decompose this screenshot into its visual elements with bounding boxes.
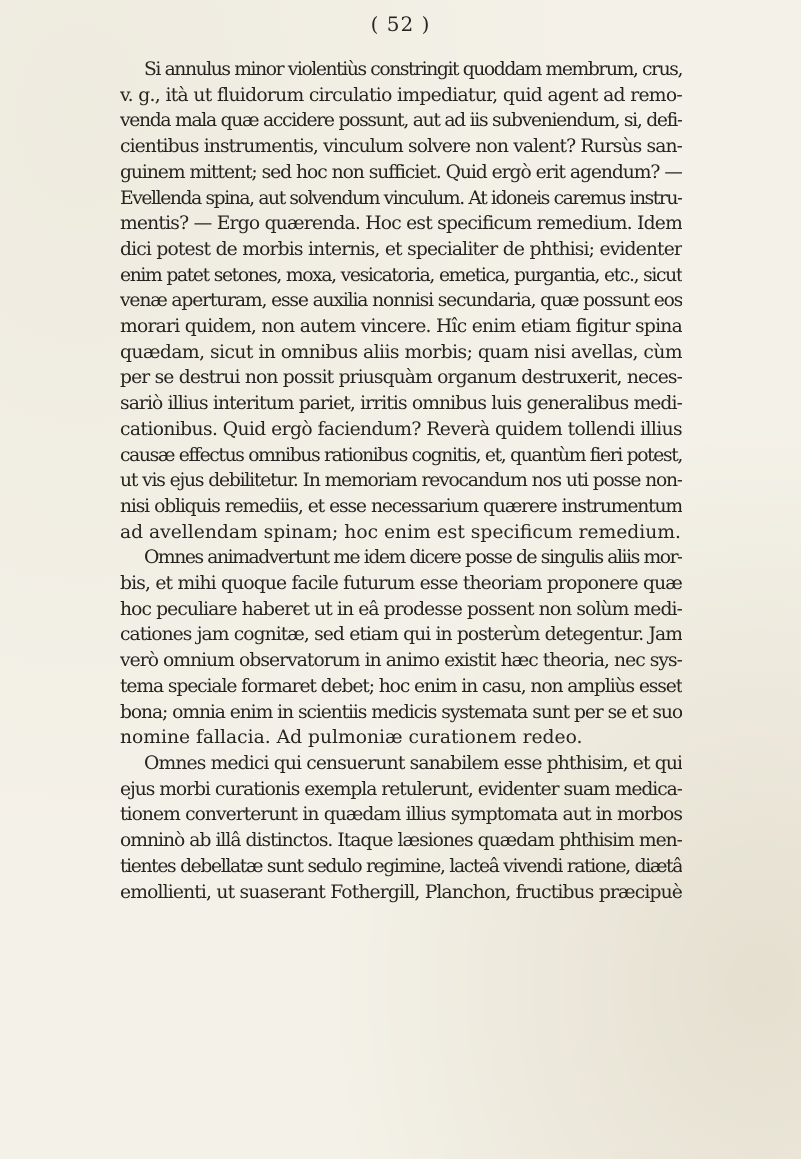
text-line: cationes jam cognitæ, sed etiam qui in posterùm detegentur. Jam [120, 624, 682, 646]
text-line: cationibus. Quid ergò faciendum? Reverà quidem tollendi illius [120, 418, 682, 440]
text-line: dici potest de morbis internis, et specialiter de phthisi; evidenter [120, 238, 682, 260]
page-number: ( 52 ) [370, 12, 431, 36]
text-line: tema speciale formaret debet; hoc enim in casu, non ampliùs esset [120, 675, 682, 697]
text-line: ejus morbi curationis exempla retulerunt, evidenter suam medica- [120, 778, 682, 800]
text-line: bona; omnia enim in scientiis medicis systemata sunt per se et suo [120, 701, 682, 723]
text-line: bis, et mihi quoque facile futurum esse theoriam proponere quæ [120, 573, 682, 595]
text-line: Omnes medici qui censuerunt sanabilem esse phthisim, et qui [144, 752, 682, 774]
text-line: nisi obliquis remediis, et esse necessarium quærere instrumentum [120, 495, 682, 517]
text-line: emollienti, ut suaserant Fothergill, Planchon, fructibus præcipuè [120, 881, 682, 903]
text-line: hoc peculiare haberet ut in eâ prodesse possent non solùm medi- [120, 598, 682, 620]
text-line: v. g., ità ut fluidorum circulatio impediatur, quid agent ad remo- [120, 84, 682, 106]
text-line: quædam, sicut in omnibus aliis morbis; quam nisi avellas, cùm [120, 341, 682, 363]
text-line: enim patet setones, moxa, vesicatoria, emetica, purgantia, etc., sicut [120, 264, 682, 286]
text-line: tionem converterunt in quædam illius symptomata aut in morbos [120, 804, 682, 826]
text-line: ut vis ejus debilitetur. In memoriam revocandum nos uti posse non- [120, 470, 682, 492]
body-text [120, 57, 682, 905]
text-line: cientibus instrumentis, vinculum solvere non valent? Rursùs san- [120, 136, 682, 158]
text-line: Evellenda spina, aut solvendum vinculum. At idoneis caremus instru- [120, 187, 682, 209]
text-line: venda mala quæ accidere possunt, aut ad iis subveniendum, si, defi- [120, 110, 682, 132]
text-line: guinem mittent; sed hoc non sufficiet. Quid ergò erit agendum? — [120, 161, 682, 183]
text-line: causæ effectus omnibus rationibus cognitis, et, quantùm fieri potest, [120, 444, 682, 466]
text-line: omninò ab illâ distinctos. Itaque læsiones quædam phthisim men- [120, 830, 682, 852]
text-line: ad avellendam spinam; hoc enim est specificum remedium. [120, 521, 681, 543]
text-line: sariò illius interitum pariet, irritis omnibus luis generalibus medi- [120, 393, 682, 415]
text-line: morari quidem, non autem vincere. Hîc enim etiam figitur spina [120, 316, 682, 338]
text-line: per se destrui non possit priusquàm organum destruxerit, neces- [120, 367, 682, 389]
text-line: venæ aperturam, esse auxilia nonnisi secundaria, quæ possunt eos [120, 290, 682, 312]
text-line: mentis? — Ergo quærenda. Hoc est specificum remedium. Idem [120, 213, 682, 235]
text-line: Si annulus minor violentiùs constringit quoddam membrum, crus, [144, 59, 682, 80]
text-line: Omnes animadvertunt me idem dicere posse de singulis aliis mor- [144, 547, 682, 569]
text-line: tientes debellatæ sunt sedulo regimine, lacteâ vivendi ratione, diætâ [120, 855, 682, 877]
text-line: nomine fallacia. Ad pulmoniæ curationem redeo. [120, 727, 583, 749]
text-line: verò omnium observatorum in animo existit hæc theoria, nec sys- [120, 650, 682, 672]
